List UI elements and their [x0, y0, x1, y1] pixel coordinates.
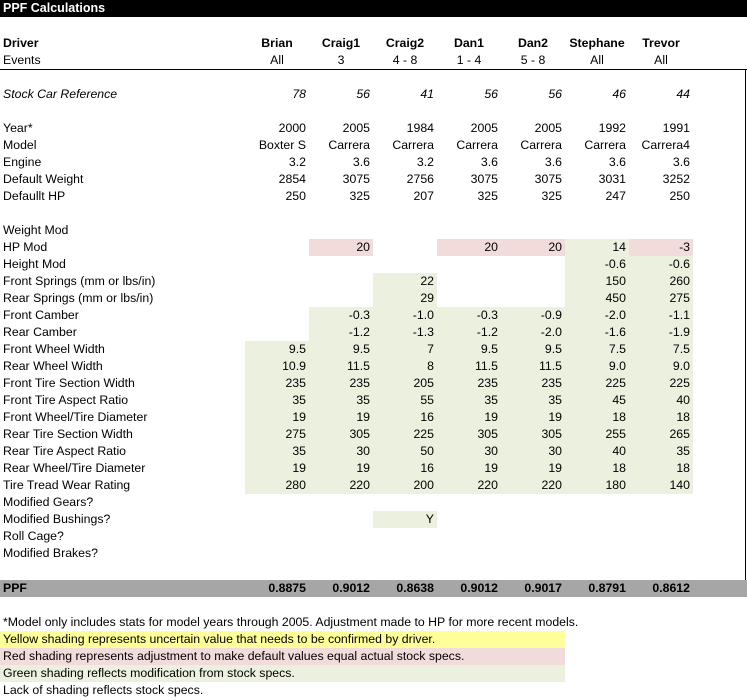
row-label: Rear Camber: [3, 325, 77, 339]
table-cell: 30: [437, 443, 501, 460]
table-row: [0, 188, 747, 205]
table-cell: 9.5: [501, 341, 565, 358]
legend-green-text: Green shading reflects modification from stock specs.: [3, 666, 295, 680]
table-cell: 8: [373, 358, 437, 375]
table-cell: [501, 545, 565, 562]
legend-yellow-text: Yellow shading represents uncertain value that needs to be confirmed by driver.: [3, 632, 436, 646]
ppf-value: 0.8612: [652, 581, 690, 595]
table-cell: 280: [245, 477, 309, 494]
table-row: [0, 256, 747, 273]
table-row: [0, 239, 747, 256]
ppf-value: 0.8875: [268, 581, 306, 595]
table-cell: 3075: [470, 172, 498, 186]
table-cell: Carrera: [328, 138, 370, 152]
footnote: *Model only includes stats for model years through 2005. Adjustment made to HP for more recent models.: [3, 615, 579, 629]
table-cell: 20: [437, 239, 501, 256]
table-cell: 450: [565, 290, 629, 307]
table-cell: 250: [669, 189, 690, 203]
row-label: Rear Tire Aspect Ratio: [3, 444, 127, 458]
table-row: [0, 154, 747, 171]
table-cell: -1.0: [373, 307, 437, 324]
table-cell: 19: [245, 460, 309, 477]
table-cell: 40: [565, 443, 629, 460]
row-label: Modified Gears?: [3, 495, 94, 509]
table-cell: -1.3: [373, 324, 437, 341]
table-cell: [245, 307, 309, 324]
stock-ref-value: 41: [420, 87, 434, 101]
table-cell: [629, 545, 693, 562]
table-cell: 1984: [406, 121, 434, 135]
table-cell: [437, 290, 501, 307]
driver-name: Trevor: [642, 36, 680, 50]
table-cell: 19: [501, 409, 565, 426]
table-cell: [437, 494, 501, 511]
driver-row: [0, 35, 747, 52]
row-label: Defaullt HP: [3, 189, 66, 203]
table-cell: -1.6: [565, 324, 629, 341]
table-row: [0, 222, 747, 239]
table-cell: 3252: [662, 172, 690, 186]
table-cell: [245, 528, 309, 545]
table-cell: 35: [629, 443, 693, 460]
table-cell: 305: [437, 426, 501, 443]
row-label: Height Mod: [3, 257, 66, 271]
table-cell: 2005: [534, 121, 562, 135]
table-cell: 225: [629, 375, 693, 392]
table-row: [0, 494, 747, 511]
table-cell: [565, 545, 629, 562]
table-cell: 2000: [278, 121, 306, 135]
driver-name: Craig2: [385, 36, 425, 50]
table-cell: 11.5: [437, 358, 501, 375]
header-divider: [0, 69, 747, 70]
table-cell: [437, 545, 501, 562]
table-cell: 200: [373, 477, 437, 494]
table-cell: [373, 256, 437, 273]
table-cell: [501, 222, 565, 239]
table-row: [0, 358, 747, 375]
table-cell: [501, 511, 565, 528]
table-cell: [629, 222, 693, 239]
driver-events: 1 - 4: [456, 53, 482, 67]
table-cell: 9.0: [565, 358, 629, 375]
table-cell: 3.6: [480, 155, 498, 169]
table-cell: 3075: [342, 172, 370, 186]
table-cell: 22: [373, 273, 437, 290]
table-cell: [565, 222, 629, 239]
table-row: [0, 426, 747, 443]
table-cell: 35: [245, 392, 309, 409]
table-cell: 247: [605, 189, 626, 203]
table-cell: [309, 494, 373, 511]
table-cell: [501, 256, 565, 273]
table-cell: 2756: [406, 172, 434, 186]
table-cell: 250: [285, 189, 306, 203]
table-cell: [501, 528, 565, 545]
table-cell: 16: [373, 460, 437, 477]
table-cell: 7.5: [629, 341, 693, 358]
table-row: [0, 460, 747, 477]
sheet-title: PPF Calculations: [3, 1, 106, 15]
driver-name: Craig1: [321, 36, 361, 50]
table-cell: -1.2: [437, 324, 501, 341]
table-cell: 7: [373, 341, 437, 358]
table-cell: [501, 290, 565, 307]
table-cell: 235: [437, 375, 501, 392]
ppf-value: 0.8791: [588, 581, 626, 595]
table-cell: 11.5: [309, 358, 373, 375]
table-cell: 14: [565, 239, 629, 256]
table-cell: 35: [245, 443, 309, 460]
stock-ref-row: [0, 86, 747, 103]
table-row: [0, 409, 747, 426]
table-cell: 55: [373, 392, 437, 409]
table-cell: 220: [501, 477, 565, 494]
table-cell: 19: [437, 409, 501, 426]
table-row: [0, 477, 747, 494]
table-cell: [373, 494, 437, 511]
table-cell: 325: [477, 189, 498, 203]
table-cell: 35: [309, 392, 373, 409]
table-row: [0, 307, 747, 324]
table-cell: 3.6: [672, 155, 690, 169]
table-cell: [629, 528, 693, 545]
stock-ref-value: 56: [548, 87, 562, 101]
table-cell: Carrera: [520, 138, 562, 152]
table-cell: 140: [629, 477, 693, 494]
table-cell: 9.5: [245, 341, 309, 358]
table-row: [0, 392, 747, 409]
legend-green: [0, 665, 565, 682]
legend-yellow: [0, 631, 565, 648]
row-label: Default Weight: [3, 172, 84, 186]
table-cell: -0.6: [565, 256, 629, 273]
table-cell: 325: [349, 189, 370, 203]
row-label: Rear Wheel Width: [3, 359, 103, 373]
table-row: [0, 324, 747, 341]
table-cell: [565, 494, 629, 511]
table-cell: [629, 494, 693, 511]
legend-none: [0, 682, 565, 699]
table-cell: 225: [565, 375, 629, 392]
table-cell: 3.6: [608, 155, 626, 169]
table-cell: 10.9: [245, 358, 309, 375]
row-label: Roll Cage?: [3, 529, 64, 543]
table-cell: [629, 511, 693, 528]
table-cell: 16: [373, 409, 437, 426]
table-cell: [437, 256, 501, 273]
table-cell: 325: [541, 189, 562, 203]
table-cell: Carrera: [456, 138, 498, 152]
driver-name: Stephane: [569, 36, 625, 50]
table-cell: 235: [245, 375, 309, 392]
driver-events: 4 - 8: [392, 53, 418, 67]
table-cell: [373, 545, 437, 562]
row-label: Engine: [3, 155, 42, 169]
table-cell: [501, 494, 565, 511]
table-row: [0, 171, 747, 188]
table-cell: [309, 511, 373, 528]
table-cell: [309, 545, 373, 562]
row-label: Rear Springs (mm or lbs/in): [3, 291, 154, 305]
table-cell: 18: [629, 409, 693, 426]
driver-name: Brian: [261, 36, 293, 50]
table-row: [0, 341, 747, 358]
table-cell: [437, 222, 501, 239]
table-cell: [309, 528, 373, 545]
table-row: [0, 528, 747, 545]
row-label: Front Tire Section Width: [3, 376, 135, 390]
table-cell: -0.6: [629, 256, 693, 273]
table-cell: 18: [629, 460, 693, 477]
table-cell: 305: [501, 426, 565, 443]
table-row: [0, 375, 747, 392]
events-label: Events: [3, 53, 41, 67]
table-cell: -3: [629, 239, 693, 256]
table-cell: 255: [565, 426, 629, 443]
table-cell: Carrera4: [641, 138, 690, 152]
table-cell: [437, 528, 501, 545]
table-cell: 2005: [342, 121, 370, 135]
table-cell: Carrera: [584, 138, 626, 152]
table-cell: 207: [413, 189, 434, 203]
table-cell: [245, 324, 309, 341]
row-label: Front Wheel Width: [3, 342, 105, 356]
table-cell: Y: [373, 511, 437, 528]
row-label: Front Tire Aspect Ratio: [3, 393, 129, 407]
events-row: [0, 52, 747, 69]
driver-label: Driver: [3, 36, 39, 50]
stock-ref-label: Stock Car Reference: [3, 87, 118, 101]
table-cell: 2854: [278, 172, 306, 186]
table-cell: 9.5: [437, 341, 501, 358]
ppf-label: PPF: [3, 581, 27, 595]
legend-none-text: Lack of shading reflects stock specs.: [3, 683, 204, 697]
table-cell: [437, 273, 501, 290]
table-cell: 20: [309, 239, 373, 256]
table-cell: [245, 494, 309, 511]
table-cell: [309, 290, 373, 307]
table-cell: [245, 545, 309, 562]
table-cell: [309, 222, 373, 239]
table-row: [0, 290, 747, 307]
table-cell: 18: [565, 460, 629, 477]
ppf-value: 0.9017: [524, 581, 562, 595]
table-cell: 40: [629, 392, 693, 409]
driver-name: Dan2: [517, 36, 549, 50]
row-label: Tire Tread Wear Rating: [3, 478, 131, 492]
table-cell: Carrera: [392, 138, 434, 152]
table-cell: [245, 256, 309, 273]
table-cell: [565, 528, 629, 545]
table-cell: 225: [373, 426, 437, 443]
table-cell: 11.5: [501, 358, 565, 375]
table-cell: [373, 528, 437, 545]
table-cell: 180: [565, 477, 629, 494]
row-label: Weight Mod: [3, 223, 69, 237]
table-cell: -0.3: [309, 307, 373, 324]
table-cell: [565, 511, 629, 528]
table-cell: 3.2: [416, 155, 434, 169]
table-cell: 3031: [598, 172, 626, 186]
table-cell: [245, 273, 309, 290]
row-label: Year*: [3, 121, 33, 135]
driver-name: Dan1: [453, 36, 485, 50]
table-cell: [245, 290, 309, 307]
ppf-row: [0, 580, 747, 597]
table-cell: 50: [373, 443, 437, 460]
stock-ref-value: 78: [292, 87, 306, 101]
row-label: Rear Wheel/Tire Diameter: [3, 461, 146, 475]
table-cell: -0.3: [437, 307, 501, 324]
table-cell: 30: [501, 443, 565, 460]
table-cell: -1.9: [629, 324, 693, 341]
table-cell: 9.5: [309, 341, 373, 358]
table-cell: 19: [245, 409, 309, 426]
table-cell: 305: [309, 426, 373, 443]
table-cell: 260: [629, 273, 693, 290]
table-cell: 275: [629, 290, 693, 307]
table-cell: [501, 273, 565, 290]
table-cell: 1992: [598, 121, 626, 135]
table-cell: 9.0: [629, 358, 693, 375]
table-cell: -1.1: [629, 307, 693, 324]
ppf-value: 0.9012: [460, 581, 498, 595]
table-cell: -0.9: [501, 307, 565, 324]
table-cell: 2005: [470, 121, 498, 135]
table-cell: 235: [501, 375, 565, 392]
ppf-value: 0.8638: [396, 581, 434, 595]
table-cell: 3075: [534, 172, 562, 186]
table-cell: 18: [565, 409, 629, 426]
table-cell: -2.0: [501, 324, 565, 341]
table-cell: 205: [373, 375, 437, 392]
stock-ref-value: 56: [484, 87, 498, 101]
table-row: [0, 120, 747, 137]
row-label: Front Springs (mm or lbs/in): [3, 274, 156, 288]
table-cell: 19: [309, 460, 373, 477]
driver-events: All: [590, 53, 604, 67]
legend-red: [0, 648, 565, 665]
table-cell: [245, 239, 309, 256]
table-cell: 19: [501, 460, 565, 477]
table-cell: [245, 222, 309, 239]
table-cell: -2.0: [565, 307, 629, 324]
driver-events: 5 - 8: [520, 53, 546, 67]
row-label: HP Mod: [3, 240, 48, 254]
stock-ref-value: 44: [676, 87, 690, 101]
table-cell: 3.6: [352, 155, 370, 169]
driver-events: 3: [337, 53, 345, 67]
row-label: Front Wheel/Tire Diameter: [3, 410, 148, 424]
table-cell: 20: [501, 239, 565, 256]
table-cell: 3.6: [544, 155, 562, 169]
table-cell: [373, 222, 437, 239]
table-cell: 150: [565, 273, 629, 290]
driver-events: All: [654, 53, 668, 67]
table-cell: 19: [437, 460, 501, 477]
table-row: [0, 511, 747, 528]
table-cell: [373, 239, 437, 256]
stock-ref-value: 56: [356, 87, 370, 101]
driver-events: All: [270, 53, 284, 67]
table-cell: 3.2: [288, 155, 306, 169]
table-cell: 30: [309, 443, 373, 460]
table-cell: [245, 511, 309, 528]
table-cell: Boxter S: [258, 138, 306, 152]
table-cell: 19: [309, 409, 373, 426]
table-cell: 235: [309, 375, 373, 392]
table-row: [0, 137, 747, 154]
table-cell: [309, 256, 373, 273]
table-cell: 35: [501, 392, 565, 409]
legend-red-text: Red shading represents adjustment to make default values equal actual stock specs.: [3, 649, 465, 663]
stock-ref-value: 46: [612, 87, 626, 101]
row-label: Modified Bushings?: [3, 512, 111, 526]
table-cell: 220: [437, 477, 501, 494]
row-label: Front Camber: [3, 308, 79, 322]
table-cell: 265: [629, 426, 693, 443]
table-cell: 7.5: [565, 341, 629, 358]
table-cell: [437, 511, 501, 528]
table-cell: [309, 273, 373, 290]
row-label: Rear Tire Section Width: [3, 427, 133, 441]
row-label: Modified Brakes?: [3, 546, 99, 560]
sheet-title-bar: [0, 0, 747, 17]
table-cell: 275: [245, 426, 309, 443]
table-cell: 220: [309, 477, 373, 494]
table-cell: 29: [373, 290, 437, 307]
table-cell: -1.2: [309, 324, 373, 341]
row-label: Model: [3, 138, 37, 152]
table-cell: 1991: [662, 121, 690, 135]
table-cell: 45: [565, 392, 629, 409]
table-cell: 35: [437, 392, 501, 409]
ppf-value: 0.9012: [332, 581, 370, 595]
table-row: [0, 273, 747, 290]
table-row: [0, 545, 747, 562]
table-row: [0, 443, 747, 460]
